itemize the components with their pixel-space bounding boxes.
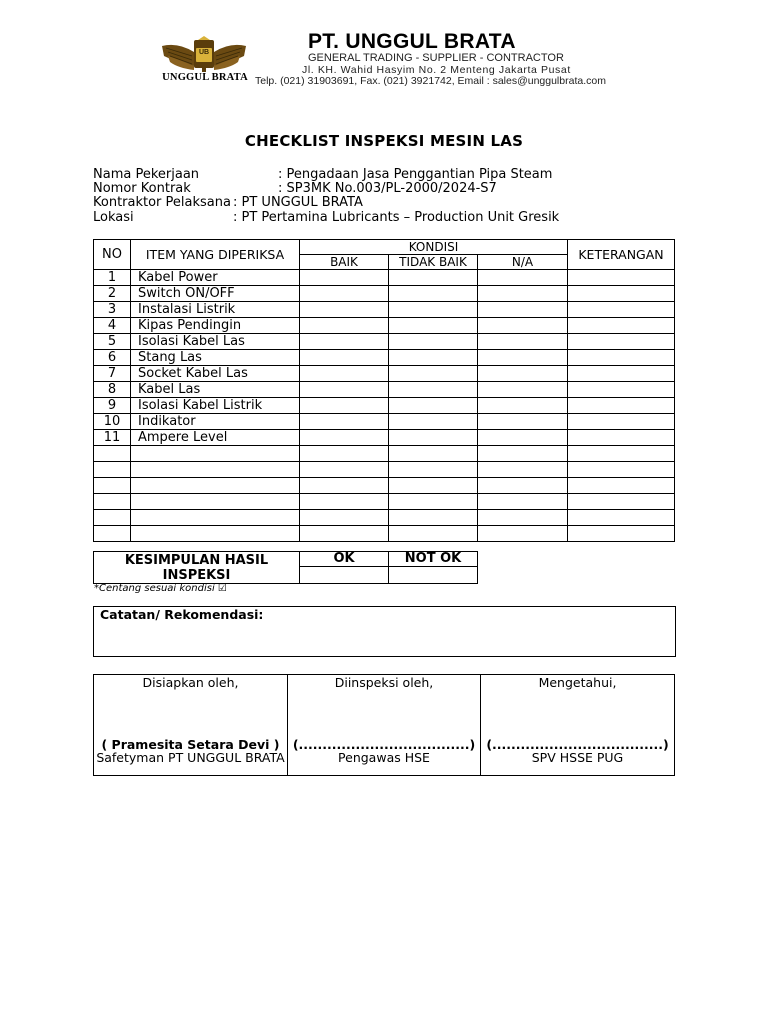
row-number xyxy=(94,462,131,478)
table-row xyxy=(94,350,675,366)
table-row xyxy=(94,270,675,286)
cell-baik[interactable] xyxy=(300,430,389,446)
row-item: Kabel Power xyxy=(131,270,300,286)
notes-label: Catatan/ Rekomendasi: xyxy=(100,607,264,622)
row-item xyxy=(131,478,300,494)
cell-baik[interactable] xyxy=(300,494,389,510)
footnote: *Centang sesuai kondisi ☑ xyxy=(94,583,227,594)
cell-na[interactable] xyxy=(478,494,568,510)
cell-tidak-baik[interactable] xyxy=(389,318,478,334)
cell-na[interactable] xyxy=(478,382,568,398)
signature-role: Mengetahui, xyxy=(538,675,617,690)
row-item xyxy=(131,494,300,510)
cell-na[interactable] xyxy=(478,462,568,478)
header-baik: BAIK xyxy=(300,255,389,270)
header-kondisi: KONDISI xyxy=(300,240,568,255)
info-label-nama-pekerjaan: Nama Pekerjaan xyxy=(93,167,200,182)
row-number: 7 xyxy=(94,366,131,382)
row-item xyxy=(131,510,300,526)
row-number: 9 xyxy=(94,398,131,414)
cell-keterangan[interactable] xyxy=(568,302,675,318)
company-contact: Telp. (021) 31903691, Fax. (021) 3921742, Email : sales@unggulbrata.com xyxy=(255,75,606,87)
signature-name: ( Pramesita Setara Devi ) xyxy=(101,737,280,752)
cell-baik[interactable] xyxy=(300,350,389,366)
row-item: Isolasi Kabel Las xyxy=(131,334,300,350)
signature-prepared xyxy=(94,675,288,776)
table-row xyxy=(94,302,675,318)
cell-na[interactable] xyxy=(478,350,568,366)
cell-na[interactable] xyxy=(478,478,568,494)
conclusion-not-ok-cell[interactable] xyxy=(389,567,478,584)
info-label-nomor-kontrak: Nomor Kontrak xyxy=(93,181,191,196)
cell-keterangan[interactable] xyxy=(568,510,675,526)
cell-tidak-baik[interactable] xyxy=(389,286,478,302)
cell-baik[interactable] xyxy=(300,446,389,462)
cell-tidak-baik[interactable] xyxy=(389,366,478,382)
cell-na[interactable] xyxy=(478,430,568,446)
cell-baik[interactable] xyxy=(300,366,389,382)
table-row xyxy=(94,446,675,462)
header-na: N/A xyxy=(478,255,568,270)
cell-tidak-baik[interactable] xyxy=(389,446,478,462)
cell-tidak-baik[interactable] xyxy=(389,350,478,366)
cell-baik[interactable] xyxy=(300,478,389,494)
info-value-nama-pekerjaan: : Pengadaan Jasa Penggantian Pipa Steam xyxy=(278,167,553,182)
header-tidak-baik: TIDAK BAIK xyxy=(389,255,478,270)
row-number: 10 xyxy=(94,414,131,430)
cell-tidak-baik[interactable] xyxy=(389,430,478,446)
info-value-kontraktor: : PT UNGGUL BRATA xyxy=(233,195,363,210)
cell-keterangan[interactable] xyxy=(568,478,675,494)
table-row xyxy=(94,510,675,526)
cell-keterangan[interactable] xyxy=(568,270,675,286)
signature-name: (....................................) xyxy=(292,737,476,752)
cell-tidak-baik[interactable] xyxy=(389,462,478,478)
table-row xyxy=(94,382,675,398)
cell-baik[interactable] xyxy=(300,398,389,414)
cell-baik[interactable] xyxy=(300,286,389,302)
cell-baik[interactable] xyxy=(300,302,389,318)
info-label-kontraktor: Kontraktor Pelaksana xyxy=(93,195,231,210)
notes-box[interactable] xyxy=(93,606,676,657)
signature-inspected xyxy=(288,675,481,776)
signature-position: Pengawas HSE xyxy=(338,750,430,765)
cell-na[interactable] xyxy=(478,286,568,302)
cell-baik[interactable] xyxy=(300,318,389,334)
signature-name: (....................................) xyxy=(486,737,669,752)
cell-na[interactable] xyxy=(478,318,568,334)
row-number: 2 xyxy=(94,286,131,302)
table-row xyxy=(94,318,675,334)
row-number: 1 xyxy=(94,270,131,286)
row-number xyxy=(94,494,131,510)
row-item: Instalasi Listrik xyxy=(131,302,300,318)
info-label-lokasi: Lokasi xyxy=(93,210,134,225)
cell-keterangan[interactable] xyxy=(568,414,675,430)
cell-keterangan[interactable] xyxy=(568,334,675,350)
row-item: Isolasi Kabel Listrik xyxy=(131,398,300,414)
table-row xyxy=(94,286,675,302)
company-logo xyxy=(158,36,250,92)
row-item: Kipas Pendingin xyxy=(131,318,300,334)
cell-keterangan[interactable] xyxy=(568,350,675,366)
table-row xyxy=(94,462,675,478)
row-item xyxy=(131,462,300,478)
table-row xyxy=(94,366,675,382)
conclusion-not-ok-label: NOT OK xyxy=(389,552,478,567)
cell-na[interactable] xyxy=(478,446,568,462)
row-item: Socket Kabel Las xyxy=(131,366,300,382)
cell-baik[interactable] xyxy=(300,510,389,526)
signature-acknowledged xyxy=(481,675,675,776)
row-number xyxy=(94,526,131,542)
cell-na[interactable] xyxy=(478,398,568,414)
logo-monogram: UB xyxy=(198,49,210,56)
signature-position: Safetyman PT UNGGUL BRATA xyxy=(96,750,285,765)
cell-keterangan[interactable] xyxy=(568,366,675,382)
table-row xyxy=(94,414,675,430)
table-row xyxy=(94,334,675,350)
cell-baik[interactable] xyxy=(300,382,389,398)
cell-baik[interactable] xyxy=(300,526,389,542)
cell-tidak-baik[interactable] xyxy=(389,478,478,494)
row-number: 4 xyxy=(94,318,131,334)
cell-keterangan[interactable] xyxy=(568,398,675,414)
cell-keterangan[interactable] xyxy=(568,430,675,446)
row-number xyxy=(94,446,131,462)
row-number: 5 xyxy=(94,334,131,350)
cell-tidak-baik[interactable] xyxy=(389,494,478,510)
company-tagline: GENERAL TRADING - SUPPLIER - CONTRACTOR xyxy=(308,52,564,64)
signature-role: Disiapkan oleh, xyxy=(142,675,239,690)
cell-na[interactable] xyxy=(478,366,568,382)
cell-tidak-baik[interactable] xyxy=(389,510,478,526)
row-number: 6 xyxy=(94,350,131,366)
table-row xyxy=(94,526,675,542)
cell-tidak-baik[interactable] xyxy=(389,270,478,286)
cell-baik[interactable] xyxy=(300,270,389,286)
company-address: Jl. KH. Wahid Hasyim No. 2 Menteng Jakarta Pusat xyxy=(302,64,571,76)
cell-na[interactable] xyxy=(478,270,568,286)
document-title: CHECKLIST INSPEKSI MESIN LAS xyxy=(244,132,524,150)
header-item: ITEM YANG DIPERIKSA xyxy=(131,240,300,270)
company-name: PT. UNGGUL BRATA xyxy=(308,30,516,53)
cell-na[interactable] xyxy=(478,510,568,526)
conclusion-label: KESIMPULAN HASIL INSPEKSI xyxy=(94,552,300,584)
cell-keterangan[interactable] xyxy=(568,382,675,398)
cell-keterangan[interactable] xyxy=(568,286,675,302)
cell-na[interactable] xyxy=(478,414,568,430)
table-row xyxy=(94,430,675,446)
cell-tidak-baik[interactable] xyxy=(389,302,478,318)
row-item xyxy=(131,446,300,462)
cell-tidak-baik[interactable] xyxy=(389,398,478,414)
cell-na[interactable] xyxy=(478,302,568,318)
row-item: Switch ON/OFF xyxy=(131,286,300,302)
cell-tidak-baik[interactable] xyxy=(389,414,478,430)
header-keterangan: KETERANGAN xyxy=(568,240,675,270)
row-item: Ampere Level xyxy=(131,430,300,446)
cell-na[interactable] xyxy=(478,526,568,542)
table-row xyxy=(94,398,675,414)
cell-keterangan[interactable] xyxy=(568,318,675,334)
row-number xyxy=(94,478,131,494)
table-row xyxy=(94,494,675,510)
cell-keterangan[interactable] xyxy=(568,494,675,510)
cell-keterangan[interactable] xyxy=(568,526,675,542)
info-value-lokasi: : PT Pertamina Lubricants – Production Unit Gresik xyxy=(233,210,560,225)
row-number: 3 xyxy=(94,302,131,318)
table-row xyxy=(94,478,675,494)
row-number: 8 xyxy=(94,382,131,398)
conclusion-ok-cell[interactable] xyxy=(300,567,389,584)
cell-tidak-baik[interactable] xyxy=(389,334,478,350)
cell-baik[interactable] xyxy=(300,414,389,430)
signature-table xyxy=(93,674,675,776)
row-number: 11 xyxy=(94,430,131,446)
info-value-nomor-kontrak: : SP3MK No.003/PL-2000/2024-S7 xyxy=(278,181,497,196)
cell-baik[interactable] xyxy=(300,462,389,478)
cell-baik[interactable] xyxy=(300,334,389,350)
row-item xyxy=(131,526,300,542)
header-no: NO xyxy=(94,240,131,270)
row-item: Kabel Las xyxy=(131,382,300,398)
row-number xyxy=(94,510,131,526)
signature-role: Diinspeksi oleh, xyxy=(334,675,434,690)
row-item: Stang Las xyxy=(131,350,300,366)
row-item: Indikator xyxy=(131,414,300,430)
logo-caption: UNGGUL BRATA xyxy=(162,72,248,83)
cell-keterangan[interactable] xyxy=(568,446,675,462)
conclusion-table xyxy=(93,551,478,584)
cell-tidak-baik[interactable] xyxy=(389,382,478,398)
cell-keterangan[interactable] xyxy=(568,462,675,478)
conclusion-ok-label: OK xyxy=(300,552,389,567)
signature-position: SPV HSSE PUG xyxy=(531,750,624,765)
cell-na[interactable] xyxy=(478,334,568,350)
cell-tidak-baik[interactable] xyxy=(389,526,478,542)
checklist-table xyxy=(93,239,675,542)
